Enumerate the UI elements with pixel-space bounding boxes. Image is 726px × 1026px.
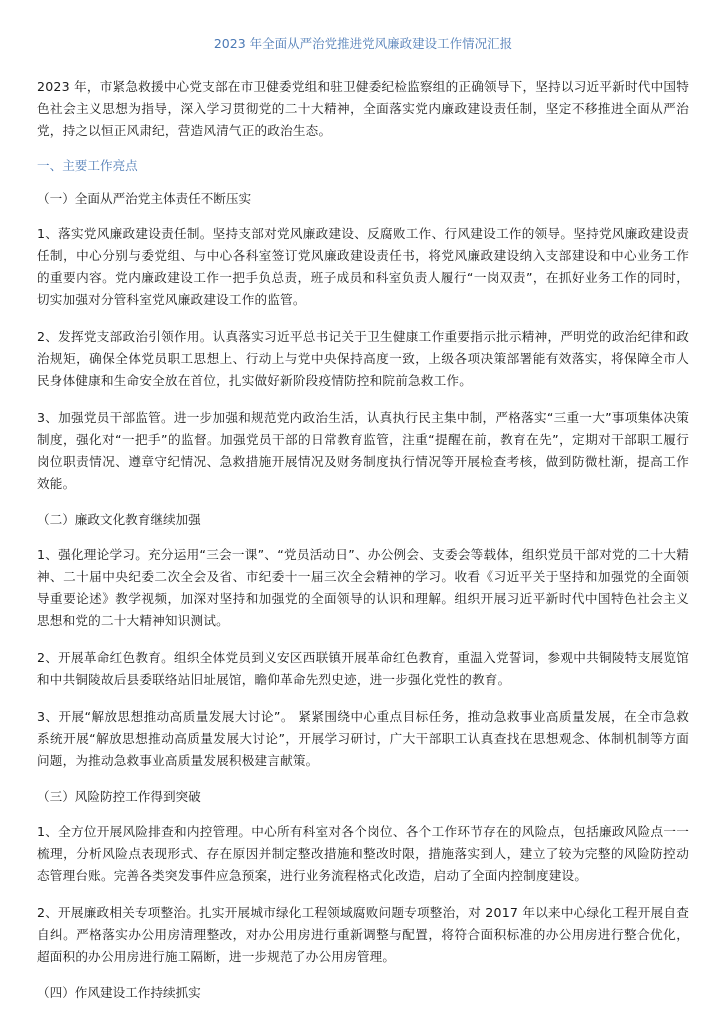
paragraph-1-1: 1、落实党风廉政建设责任制。坚持支部对党风廉政建设、反腐败工作、行风建设工作的领导。坚持党风廉政建设责任制，中心分别与委党组、与中心各科室签订党风廉政建设责任书，将党风廉政建设纳入支部建设和中心业务工作的重要内容。党内廉政建设工作一把手负总责，班子成员和科室负责人履行“一岗双责”，在抓好业务工作的同时，切实加强对分管科室党风廉政建设工作的监管。 [37, 226, 689, 307]
paragraph-2-2: 2、开展革命红色教育。组织全体党员到义安区西联镇开展革命红色教育，重温入党誓词，参观中共铜陵特支展览馆和中共铜陵故后县委联络站旧址展馆，瞻仰革命先烈史迹，进一步强化党性的教育。 [37, 650, 689, 687]
paragraph-3-2: 2、开展廉政相关专项整治。扎实开展城市绿化工程领域腐败问题专项整治，对 2017 年以来中心绿化工程开展自查自纠。严格落实办公用房清理整改，对办公用房进行重新调整与配置，将符合面积标准的办公用房进行整合优化，超面积的办公用房进行施工隔断，进一步规范了办公用房管理。 [37, 905, 689, 964]
subsection-heading-2: （二）廉政文化教育继续加强 [37, 512, 201, 527]
intro-paragraph: 2023 年，市紧急救援中心党支部在市卫健委党组和驻卫健委纪检监察组的正确领导下，坚持以习近平新时代中国特色社会主义思想为指导，深入学习贯彻党的二十大精神，全面落实党内廉政建设责任制，坚定不移推进全面从严治党，持之以恒正风肃纪，营造风清气正的政治生态。 [37, 79, 689, 138]
paragraph-3-1: 1、全方位开展风险排查和内控管理。中心所有科室对各个岗位、各个工作环节存在的风险点，包括廉政风险点一一梳理，分析风险点表现形式、存在原因并制定整改措施和整改时限，措施落实到人，建立了较为完整的风险防控动态管理台账。完善各类突发事件应急预案，进行业务流程格式化改造，启动了全面内控制度建设。 [37, 824, 689, 883]
paragraph-2-1: 1、强化理论学习。充分运用“三会一课”、“党员活动日”、办公例会、支委会等载体，组织党员干部对党的二十大精神、二十届中央纪委二次全会及省、市纪委十一届三次全会精神的学习。收看《习近平关于坚持和加强党的全面领导重要论述》教学视频，加深对坚持和加强党的全面领导的认识和理解。组织开展习近平新时代中国特色社会主义思想和党的二十大精神知识测试。 [37, 547, 689, 628]
subsection-heading-3: （三）风险防控工作得到突破 [37, 789, 201, 804]
paragraph-2-3: 3、开展“解放思想推动高质量发展大讨论”。 紧紧围绕中心重点目标任务，推动急救事业高质量发展，在全市急救系统开展“解放思想推动高质量发展大讨论”，开展学习研讨，广大干部职工认真查找在思想观念、体制机制等方面问题，为推动急救事业高质量发展积极建言献策。 [37, 709, 689, 768]
paragraph-1-3: 3、加强党员干部监管。进一步加强和规范党内政治生活，认真执行民主集中制，严格落实“三重一大”事项集体决策制度，强化对“一把手”的监督。加强党员干部的日常教育监管，注重“提醒在前，教育在先”，定期对干部职工履行岗位职责情况、遵章守纪情况、急救措施开展情况及财务制度执行情况等开展检查考核，做到防微杜渐，提高工作效能。 [37, 410, 689, 491]
subsection-heading-4: （四）作风建设工作持续抓实 [37, 985, 201, 1000]
subsection-heading-1: （一）全面从严治党主体责任不断压实 [37, 191, 252, 206]
paragraph-1-2: 2、发挥党支部政治引领作用。认真落实习近平总书记关于卫生健康工作重要指示批示精神，严明党的政治纪律和政治规矩，确保全体党员职工思想上、行动上与党中央保持高度一致，上级各项决策部署能有效落实，将保障全市人民身体健康和生命安全放在首位，扎实做好新阶段疫情防控和院前急救工作。 [37, 329, 689, 388]
document-title: 2023 年全面从严治党推进党风廉政建设工作情况汇报 [213, 36, 513, 51]
section-heading-main-highlights: 一、主要工作亮点 [37, 158, 138, 173]
